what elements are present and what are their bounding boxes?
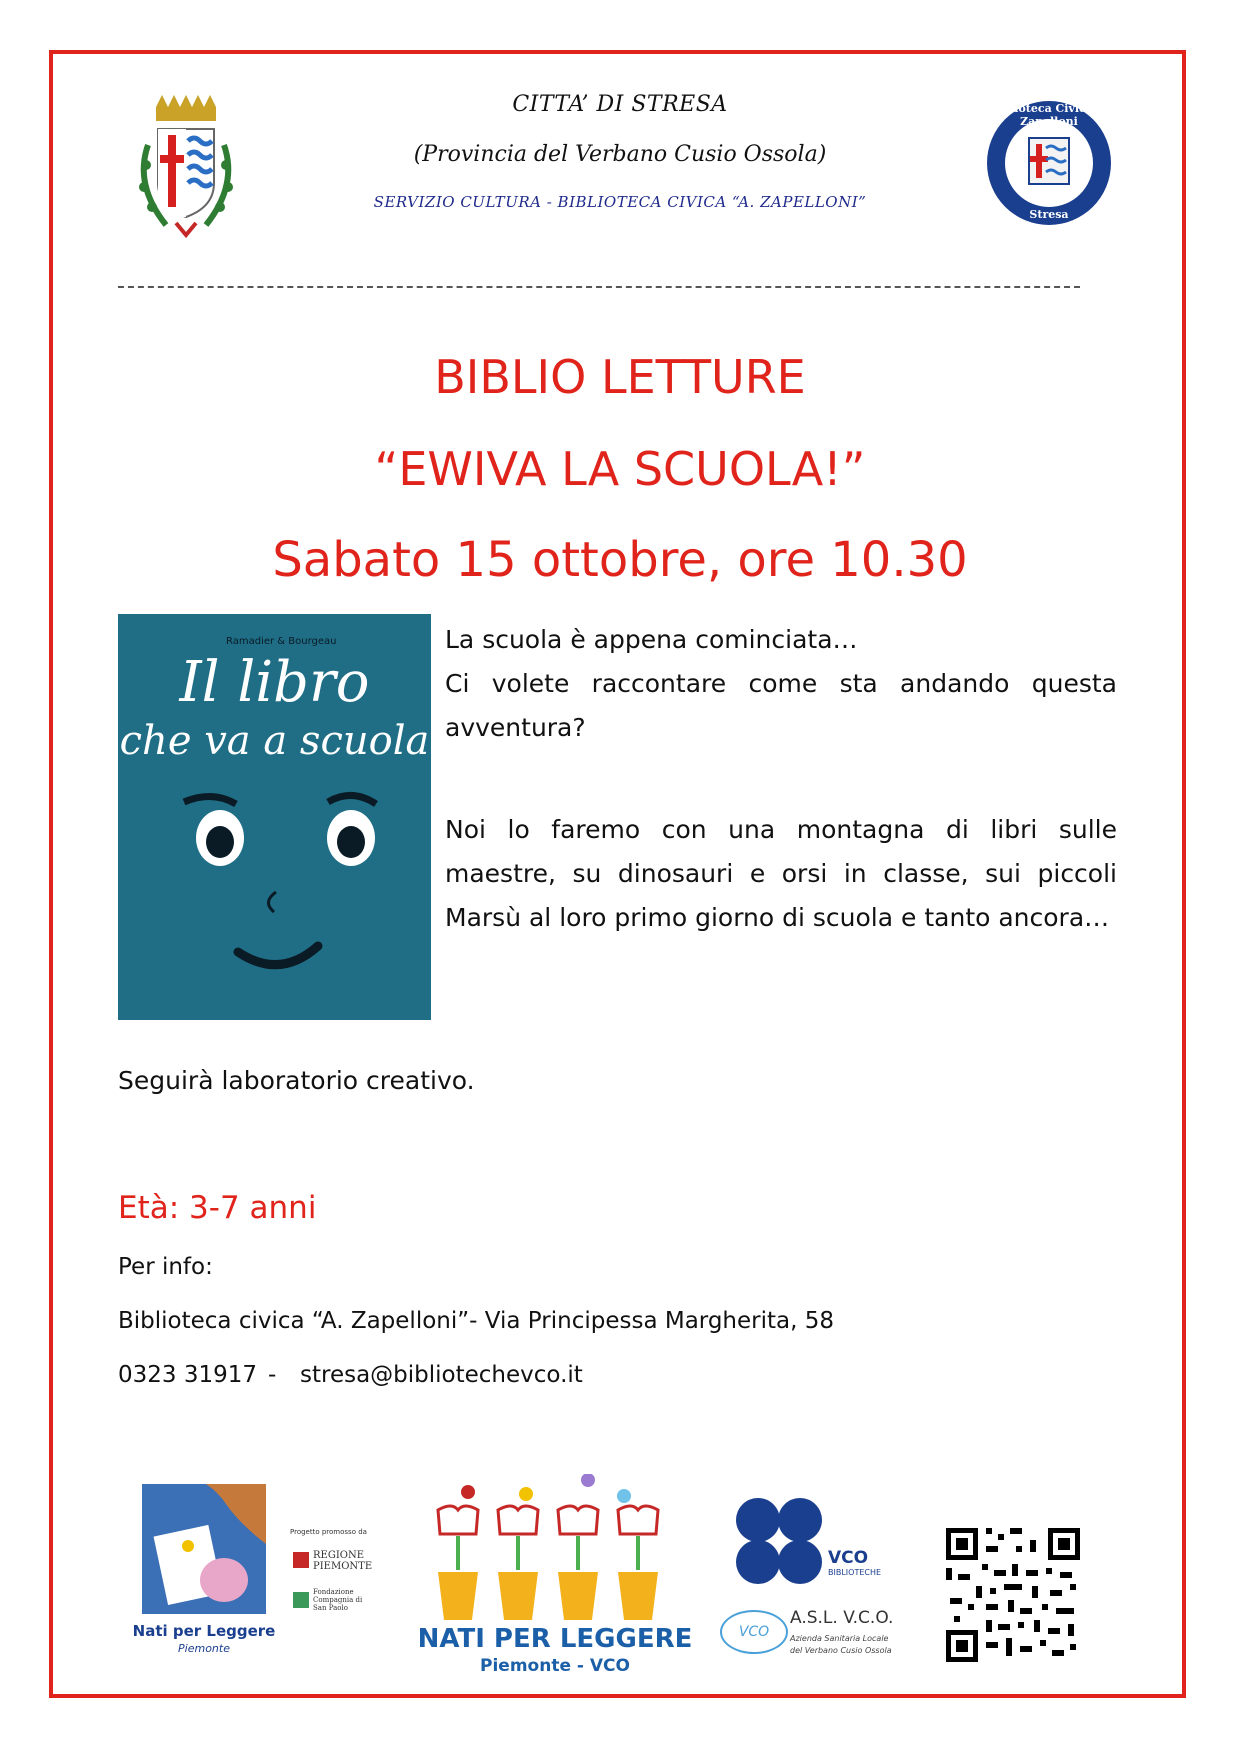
age-range: Età: 3-7 anni [118, 1190, 317, 1226]
asl-sub2: del Verbano Cusio Ossola [790, 1646, 892, 1655]
asl-title: A.S.L. V.C.O. [790, 1608, 894, 1628]
fondazione-icon [293, 1592, 309, 1608]
header-divider [118, 286, 1080, 288]
library-phone: 0323 31917 [118, 1362, 258, 1388]
regione-piemonte-icon [293, 1552, 309, 1568]
smiling-face-illustration [118, 764, 431, 1020]
seal-text: Biblioteca Civica A. Zapelloni [988, 102, 1110, 128]
library-email-link[interactable]: stresa@bibliotechevco.it [300, 1362, 583, 1388]
description-line1: La scuola è appena cominciata… [445, 625, 858, 654]
workshop-note: Seguirà laboratorio creativo. [118, 1066, 475, 1095]
regione-piemonte-text: REGIONE PIEMONTE [313, 1550, 373, 1572]
book-cover [118, 614, 431, 1020]
description-paragraph1: Ci volete raccontare come sta andando questa avventura? [445, 669, 1117, 742]
book-title-line1: Il libro [179, 650, 370, 715]
event-title: BIBLIO LETTURE [434, 350, 806, 404]
description-paragraph2: Noi lo faremo con una montagna di libri sulle maestre, su dinosauri e orsi in classe, sui piccoli Marsù al loro primo giorno di scuola e tanto ancora… [445, 815, 1117, 932]
vco-biblioteche-text: BIBLIOTECHE [828, 1568, 882, 1577]
header-service: SERVIZIO CULTURA - BIBLIOTECA CIVICA “A. ZAPELLONI” [373, 193, 867, 211]
promoted-by-label: Progetto promosso da [290, 1528, 367, 1536]
qr-code[interactable] [946, 1528, 1080, 1662]
npl-vco-sub: Piemonte - VCO [480, 1656, 630, 1676]
npl-vco-flower-pots-icon [428, 1474, 678, 1624]
npl-piemonte-logo [132, 1484, 276, 1664]
asl-sub1: Azienda Sanitaria Locale [790, 1634, 889, 1643]
library-seal-logo [984, 98, 1114, 228]
npl-piemonte-text: Nati per Leggere [132, 1622, 276, 1640]
event-date: Sabato 15 ottobre, ore 10.30 [272, 532, 968, 588]
event-subtitle: “EWIVA LA SCUOLA!” [374, 442, 866, 496]
seal-bottom: Stresa [1029, 208, 1069, 221]
book-title-line2: che va a scuola [119, 718, 430, 764]
fondazione-text: Fondazione Compagnia di San Paolo [313, 1588, 363, 1612]
vco-text: VCO [828, 1548, 869, 1568]
vco-biblioteche-clover-icon [734, 1496, 824, 1586]
header-city: CITTA’ DI STRESA [512, 92, 728, 117]
stresa-coat-of-arms-icon [126, 95, 246, 245]
library-address: Biblioteca civica “A. Zapelloni”- Via Principessa Margherita, 58 [118, 1308, 835, 1334]
book-authors: Ramadier & Bourgeau [226, 636, 337, 647]
info-label: Per info: [118, 1254, 213, 1280]
npl-piemonte-sub: Piemonte [178, 1642, 230, 1655]
contact-separator: - [268, 1362, 277, 1388]
asl-vco-logo: VCO [720, 1610, 788, 1654]
npl-vco-title: NATI PER LEGGERE [417, 1624, 693, 1654]
header-province: (Provincia del Verbano Cusio Ossola) [413, 142, 827, 167]
